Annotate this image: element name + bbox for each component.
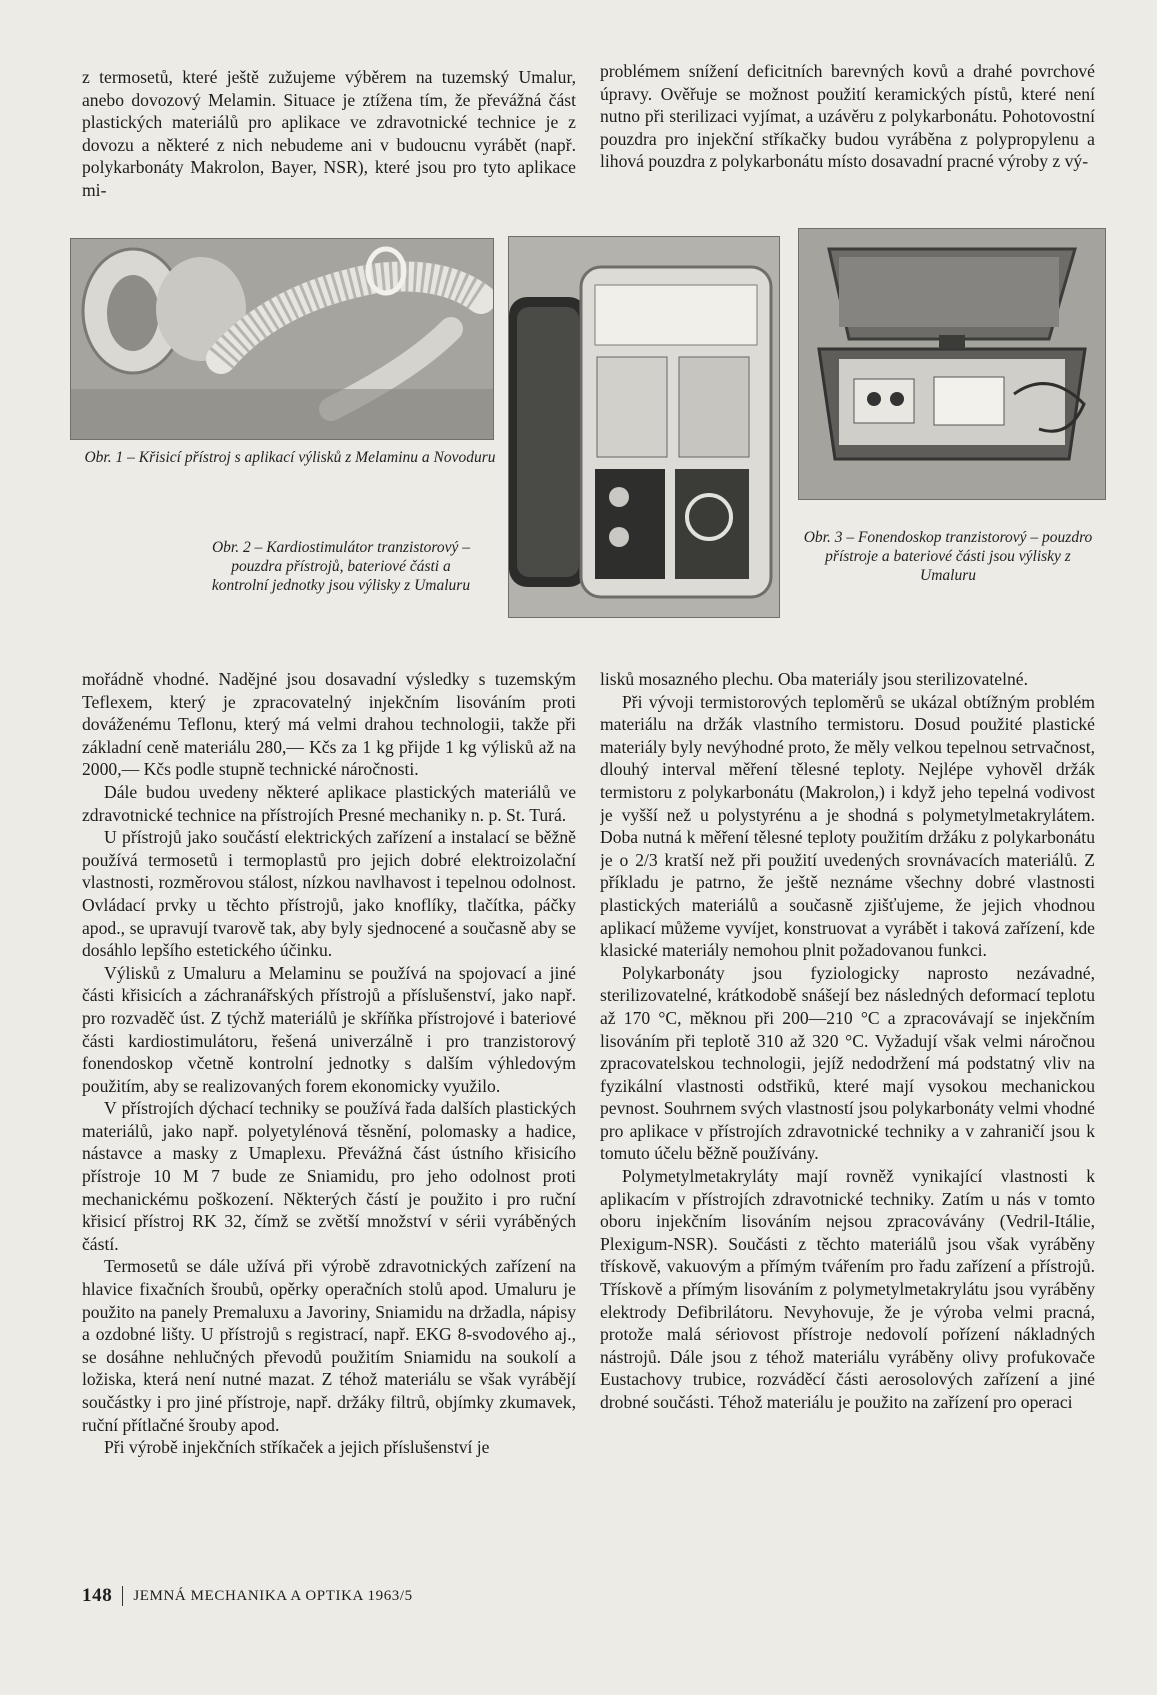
pacemaker-case-photo-icon <box>509 237 779 617</box>
paragraph: problémem snížení deficitních barevných kovů a drahé povrchové úpravy. Ověřuje se možnost použití keramických pístů, které není nutno při sterilizaci vyjímat, a uzávěru z polykarbonátu. Pohotovostní pouzdra pro injekční stříkačky budou vyráběna z polypropylenu a lihová pouzdra z polykarbonátu místo dosavadní pracné výroby z vý- <box>600 61 1095 172</box>
paragraph: Při výrobě injekčních stříkaček a jejich příslušenství je <box>104 1437 490 1458</box>
paragraph: Dále budou uvedeny některé aplikace plastických materiálů ve zdravotnické technice na přístrojích Presné mechaniky n. p. St. Turá. <box>82 781 576 825</box>
page-footer <box>82 1585 413 1607</box>
figure-1-photo <box>70 238 494 440</box>
paragraph: U přístrojů jako součástí elektrických zařízení a instalací se běžně používá termosetů i termoplastů pro jejich dobré elektroizolační vlastnosti, rozměrovou stálost, nízkou navlhavost i tepelnou odolnost. Ovládací prvky u těchto přístrojů, jako knoflíky, tlačítka, páčky apod., se upravují tvarově tak, aby byly sjednocené a současně aby se dosáhlo lepšího estetického účinku. <box>82 827 576 961</box>
figure-3-photo <box>798 228 1106 500</box>
paragraph: Termosetů se dále užívá při výrobě zdravotnických zařízení na hlavice fixačních šroubů, opěrky operačních stolů apod. Umaluru je použito na panely Premaluxu a Javoriny, Sniamidu na držadla, nápisy a ozdobné lišty. U přístrojů s registrací, např. EKG 8-svodového aj., se dosáhne nehlučných převodů použitím Sniamidu na soukolí a ložiska, která není nutné mazat. Z téhož materiálu se však vyrábějí součástky i pro jiné přístroje, např. držáky filtrů, objímky zkumavek, ruční přítlačné šrouby apod. <box>82 1256 576 1435</box>
footer-divider <box>122 1586 123 1606</box>
paragraph: lisků mosazného plechu. Oba materiály jsou sterilizovatelné. <box>600 669 1028 689</box>
journal-title: JEMNÁ MECHANIKA A OPTIKA 1963/5 <box>133 1587 413 1604</box>
paragraph: V přístrojích dýchací techniky se používá řada dalších plastických materiálů, jako např. polyetylénová těsnění, polomasky a hadice, nástavce a masky z Umaplexu. Převážná část ústního křisicího přístroje 10 M 7 bude ze Sniamidu, pro jeho odolnost proti mechanickému poškození. Některých částí je použito i pro ruční křisicí přístroj RK 32, čímž se zvětší množství v sérii vyráběných částí. <box>82 1098 576 1254</box>
paragraph: Polymetylmetakryláty mají rovněž vynikající vlastnosti k aplikacím v přístrojích zdravotnické techniky. Zatím u nás v tomto oboru injekčním lisováním nejsou zpracovávány (Vedril-Itálie, Plexigum-NSR). Součásti z těchto materiálů jsou však vyráběny třískově, vakuovým a přímým tvářením pro řadu zařízení a přístrojů. Třískově a přímým lisováním z polymetylmetakrylátu jsou vyráběny elektrody Defibrilátoru. Nevyhovuje, že je výroba velmi pracná, protože malá sériovost přístroje nedovolí pořízení nákladných nástrojů. Dále jsou z téhož materiálu vyráběny olivy profukovače Eustachovy trubice, rozváděcí části aerosolových zařízení a jiné drobné součásti. Téhož materiálu je použito na zařízení pro operaci <box>600 1166 1095 1412</box>
paragraph: mořádně vhodné. Nadějné jsou dosavadní výsledky s tuzemským Teflexem, který je zpracovatelný injekčním lisováním proti dováženému Teflonu, který má velmi drahou technologii, takže při základní ceně materiálu 280,— Kčs za 1 kg přijde 1 kg výlisků až na 2000,— Kčs podle stupně technické náročnosti. <box>82 669 576 780</box>
text-column-bottom-right <box>600 668 1095 1563</box>
figure-2-photo <box>508 236 780 618</box>
text-column-top-right <box>600 60 1095 200</box>
figure-2-caption: Obr. 2 – Kardiostimulátor tranzistorový – pouzdra přístrojů, bateriové části a kontrolní jednotky jsou výlisky z Umaluru <box>211 539 471 594</box>
paragraph: z termosetů, které ještě zužujeme výběrem na tuzemský Umalur, anebo dovozový Melamin. Situace je ztížena tím, že převážná část plastických materiálů pro aplikace ve zdravotnické technice je z dovozu a některé z nich nebudeme ani v budoucnu vyrábět (např. polykarbonáty Makrolon, Bayer, NSR), které jsou pro tyto aplikace mi- <box>82 67 576 200</box>
paragraph: Výlisků z Umaluru a Melaminu se používá na spojovací a jiné části křisicích a záchranářských přístrojů a příslušenství, jako např. pro rozvaděč úst. Z týchž materiálů je skříňka přístrojové i bateriové části kardiostimulátoru, řešená univerzálně i pro tranzistorový fonendoskop včetně kontrolní jednotky s dalším výhledovým použitím, aby se realizovaných forem ekonomicky využilo. <box>82 962 576 1096</box>
paragraph: Polykarbonáty jsou fyziologicky naprosto nezávadné, sterilizovatelné, krátkodobě snášejí bez následných deformací teplotu až 170 °C, měknou při 200—210 °C a zpracovávají se injekčním lisováním při teplotě 310 až 320 °C. Vyžadují však velmi náročnou zpracovatelskou technologii, jejíž nedodržení má podstatný vliv na fyzikální vlastnosti odstřiků, které mají vysokou mechanickou pevnost. Souhrnem svých vlastností jsou polykarbonáty velmi vhodné pro aplikace v přístrojích zdravotnické techniky a v zahraničí jsou k tomuto účelu běžně používány. <box>600 962 1095 1164</box>
text-column-bottom-left <box>82 668 576 1563</box>
figure-3-caption: Obr. 3 – Fonendoskop tranzistorový – pouzdro přístroje a bateriové části jsou výlisky z Umaluru <box>803 529 1093 584</box>
phonendoscope-case-photo-icon <box>799 229 1105 499</box>
figure-1-caption: Obr. 1 – Křisicí přístroj s aplikací výlisků z Melaminu a Novoduru <box>84 449 496 466</box>
text-column-top-left <box>82 66 576 206</box>
page-number: 148 <box>82 1585 113 1606</box>
paragraph: Při vývoji termistorových teploměrů se ukázal obtížným problém materiálu na držák vlastního termistoru. Dosud použité plastické materiály byly nevýhodné proto, že měly velkou tepelnou setrvačnost, dlouhý interval měření tělesné teploty. Nejlépe vyhověl držák termistoru z polykarbonátu (Makrolon,) i když jeho tepelná vodivost je vyšší než u polystyrénu a je shodná s polymetylmetakrylátem. Doba nutná k měření tělesné teploty použitím držáku z polykarbonátu je o 2/3 kratší než při použití uvedených srovnávacích materiálů. Z příkladu je patrno, že ještě neznáme všechny dobré vlastnosti plastických materiálů a současně zjišťujeme, že jejich vhodnou aplikací můžeme vyvíjet, konstruovat a vyrábět i taková zařízení, kde klasické materiály nemohou plnit požadovanou funkci. <box>600 691 1095 961</box>
resuscitator-photo-icon <box>71 239 493 439</box>
